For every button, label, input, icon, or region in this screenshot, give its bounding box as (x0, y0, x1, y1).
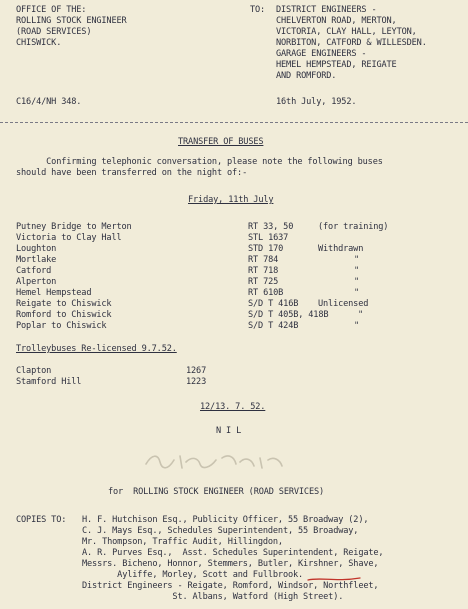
from-line-4: CHISWICK. (16, 38, 62, 48)
transfer-route: Alperton (16, 277, 57, 287)
transfer-note: " (354, 266, 360, 276)
transfer-bus: RT 725 (248, 277, 279, 287)
copies-line: District Engineers - Reigate, Romford, Windsor, Northfleet, (82, 581, 379, 591)
transfer-bus: S/D T 416B (248, 299, 299, 309)
transfer-route: Catford (16, 266, 52, 276)
transfer-route: Victoria to Clay Hall (16, 233, 122, 243)
transfer-bus: S/D T 405B, 418B (248, 310, 329, 320)
copies-line: Ayliffe, Morley, Scott and Fullbrook. (82, 570, 304, 580)
trolleybus-depot: Clapton (16, 366, 52, 376)
copies-label: COPIES TO: (16, 515, 67, 525)
to-line-4: NORBITON, CATFORD & WILLESDEN. (276, 38, 427, 48)
from-line-1: OFFICE OF THE: (16, 5, 87, 15)
trolleybus-depot: Stamford Hill (16, 377, 82, 387)
to-line-1: DISTRICT ENGINEERS - (276, 5, 377, 15)
transfer-note: " (354, 255, 360, 265)
transfer-note: " (354, 288, 360, 298)
to-line-5: GARAGE ENGINEERS - (276, 49, 367, 59)
transfer-route: Loughton (16, 244, 57, 254)
transfer-route: Hemel Hempstead (16, 288, 92, 298)
subject-heading: TRANSFER OF BUSES (178, 137, 264, 147)
transfer-bus: S/D T 424B (248, 321, 299, 331)
transfer-note: " (354, 321, 360, 331)
transfer-route: Poplar to Chiswick (16, 321, 107, 331)
copies-line: St. Albans, Watford (High Street). (82, 592, 344, 602)
transfer-note: Withdrawn (318, 244, 364, 254)
transfer-bus: RT 784 (248, 255, 279, 265)
from-line-3: (ROAD SERVICES) (16, 27, 92, 37)
section-heading-date: 12/13. 7. 52. (200, 402, 266, 412)
to-line-6: HEMEL HEMPSTEAD, REIGATE (276, 60, 397, 70)
copies-line: Mr. Thompson, Traffic Audit, Hillingdon, (82, 537, 283, 547)
red-pen-mark (306, 575, 362, 583)
transfer-bus: RT 33, 50 (248, 222, 294, 232)
memo-date: 16th July, 1952. (276, 97, 357, 107)
copies-line: C. J. Mays Esq., Schedules Superintendent, 55 Broadway, (82, 526, 359, 536)
to-line-7: AND ROMFORD. (276, 71, 337, 81)
section-heading-friday: Friday, 11th July (188, 195, 274, 205)
for-line: for ROLLING STOCK ENGINEER (ROAD SERVICES) (108, 487, 325, 497)
copies-line: A. R. Purves Esq., Asst. Schedules Superintendent, Reigate, (82, 548, 384, 558)
transfer-note: Unlicensed (318, 299, 369, 309)
copies-line: H. F. Hutchison Esq., Publicity Officer, 55 Broadway (2), (82, 515, 369, 525)
transfer-bus: RT 718 (248, 266, 279, 276)
transfer-route: Putney Bridge to Merton (16, 222, 132, 232)
transfer-note: " (358, 310, 364, 320)
transfer-bus: STD 170 (248, 244, 284, 254)
trolleybus-number: 1223 (186, 377, 207, 387)
trolleybus-heading: Trolleybuses Re-licensed 9.7.52. (16, 344, 177, 354)
signature (140, 448, 290, 474)
intro-line-2: should have been transferred on the night of:- (16, 168, 248, 178)
to-line-2: CHELVERTON ROAD, MERTON, (276, 16, 397, 26)
trolleybus-number: 1267 (186, 366, 207, 376)
transfer-route: Reigate to Chiswick (16, 299, 112, 309)
transfer-route: Romford to Chiswick (16, 310, 112, 320)
from-line-2: ROLLING STOCK ENGINEER (16, 16, 127, 26)
transfer-bus: STL 1637 (248, 233, 289, 243)
header-divider (0, 122, 468, 123)
to-line-3: VICTORIA, CLAY HALL, LEYTON, (276, 27, 417, 37)
transfer-bus: RT 610B (248, 288, 284, 298)
transfer-note: " (354, 277, 360, 287)
nil-text: N I L (216, 426, 242, 436)
copies-line: Messrs. Bicheno, Honnor, Stemmers, Butler, Kirshner, Shave, (82, 559, 379, 569)
intro-line-1: Confirming telephonic conversation, please note the following buses (16, 157, 383, 167)
to-label: TO: (250, 5, 266, 15)
transfer-route: Mortlake (16, 255, 57, 265)
reference-number: C16/4/NH 348. (16, 97, 82, 107)
transfer-note: (for training) (318, 222, 389, 232)
